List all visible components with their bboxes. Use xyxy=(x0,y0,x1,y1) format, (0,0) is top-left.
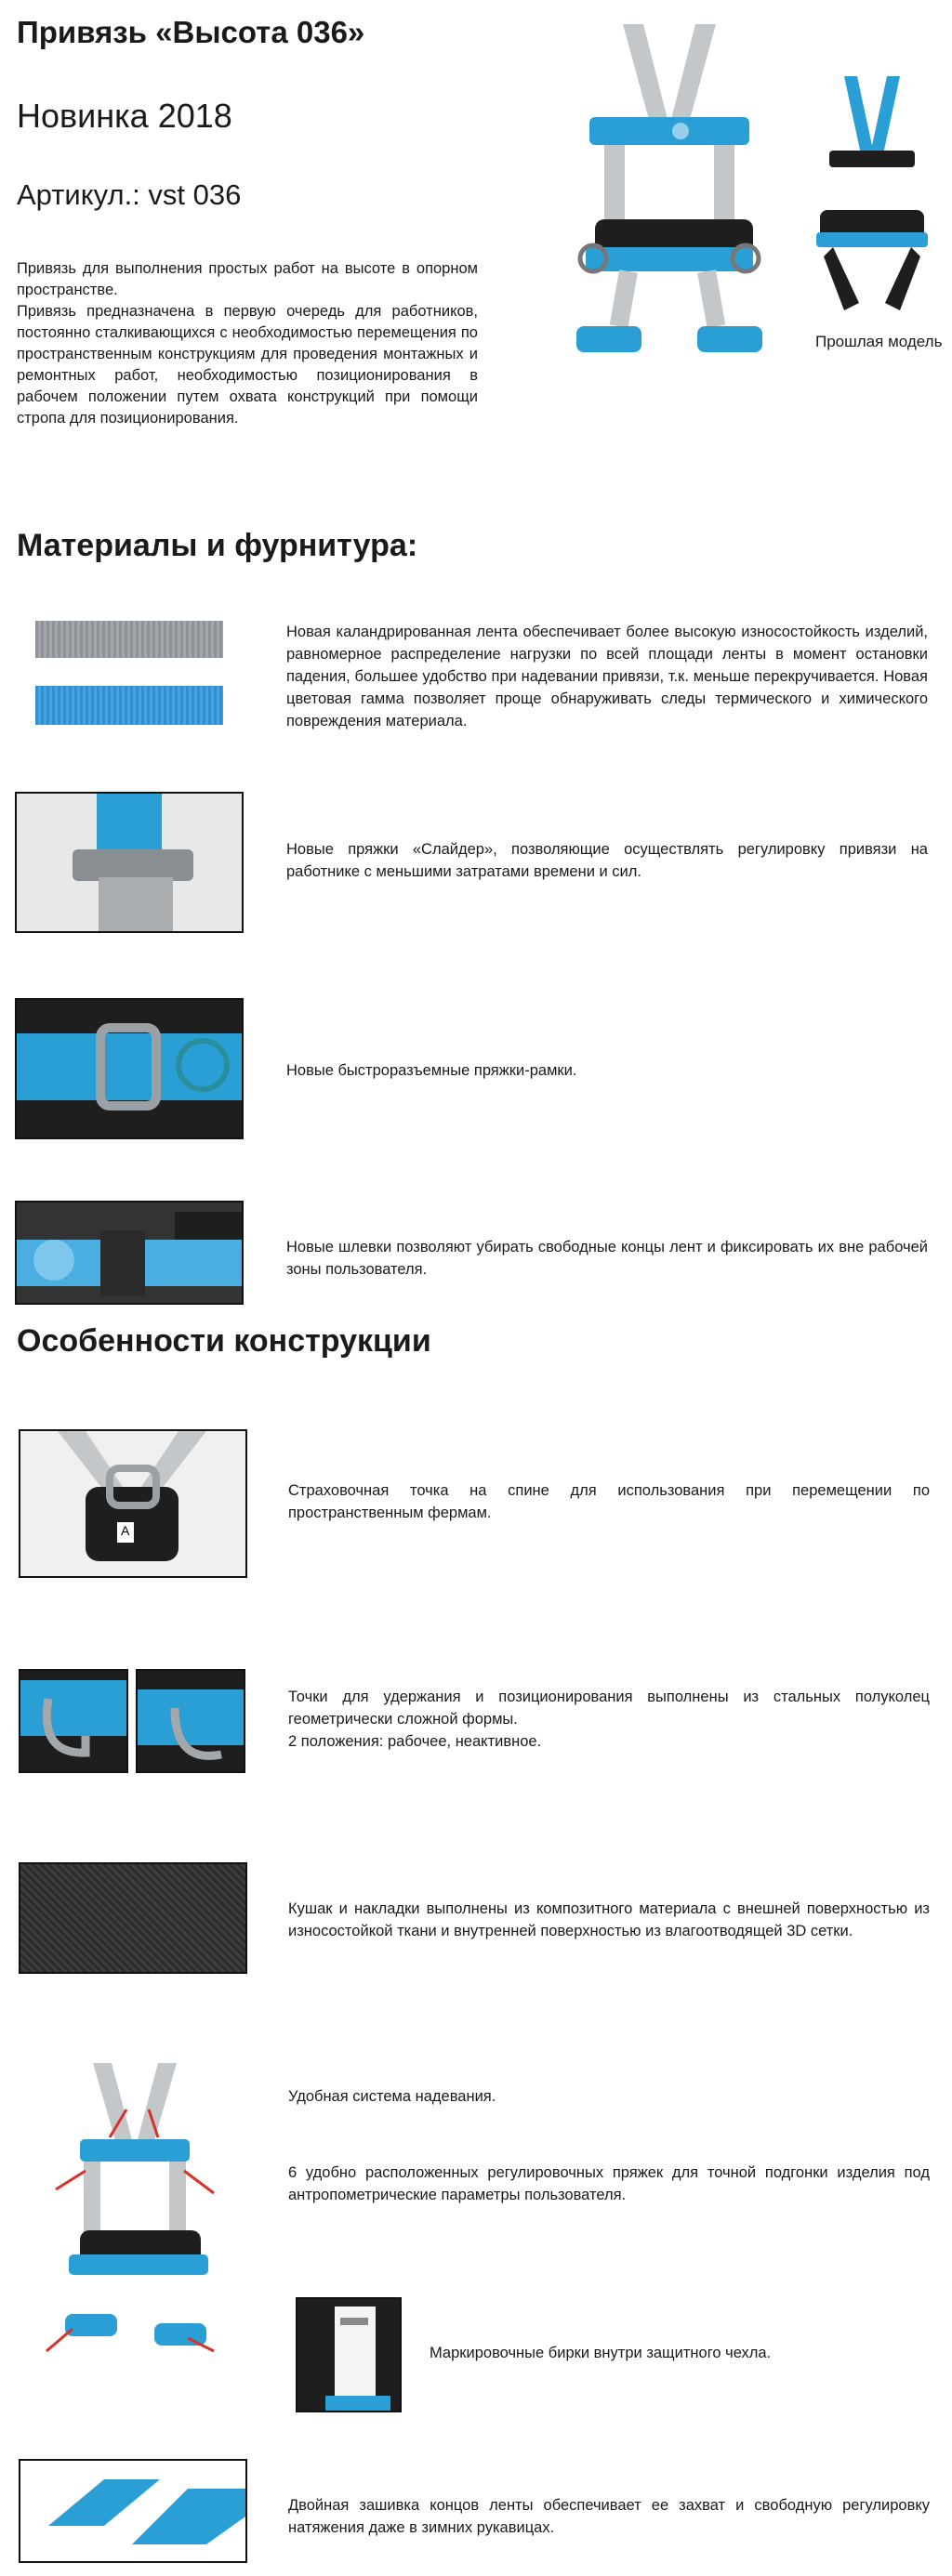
construction-text: Кушак и накладки выполнены из композитного материала с внешней поверхностью из износостойкой ткани и внутренней поверхностью из влагоотводящей 3D сетки. xyxy=(288,1900,930,1939)
harness-adjustment-image xyxy=(37,2054,223,2370)
construction-text: Маркировочные бирки внутри защитного чехла. xyxy=(430,2345,772,2361)
material-text: Новая каландрированная лента обеспечивает более высокую износостойкость изделий, равномерное распределение нагрузки по всей площади ленты в момент остановки падения, большее удобство при надевании привязи, т.к. меньше перекручивается. Новая цветовая гамма позволяет проще обнаруживать следы термического и химического повреждения материала. xyxy=(286,624,928,729)
d-ring-working-image xyxy=(19,1669,128,1773)
article-number: Артикул.: vst 036 xyxy=(17,178,242,211)
label-tags-image xyxy=(296,2297,402,2412)
d-ring-inactive-image xyxy=(136,1669,245,1773)
construction-text: 2 положения: рабочее, неактивное. xyxy=(288,1733,542,1750)
mesh-material-image xyxy=(19,1862,247,1974)
materials-heading: Материалы и фурнитура: xyxy=(17,528,418,563)
page-title: Привязь «Высота 036» xyxy=(17,15,365,49)
construction-text: Страховочная точка на спине для использования при перемещении по пространственным фермам. xyxy=(288,1482,930,1521)
previous-model-caption: Прошлая модель xyxy=(815,333,943,350)
quick-release-buckle-image xyxy=(15,998,244,1139)
intro-text xyxy=(17,258,478,429)
gray-strap-sample xyxy=(35,621,223,658)
intro-paragraph: Привязь предназначена в первую очередь для работников, постоянно сталкивающихся с необходимостью перемещения по пространственным конструкциям для проведения монтажных и ремонтных работ, необходимостью позиционирования в рабочем положении путем охвата конструкций при помощи стропа для позиционирования. xyxy=(17,303,478,427)
construction-text: Двойная зашивка концов ленты обеспечивает ее захват и свободную регулировку натяжения даже в зимних рукавицах. xyxy=(288,2497,930,2536)
construction-text: 6 удобно расположенных регулировочных пряжек для точной подгонки изделия под антропометрические параметры пользователя. xyxy=(288,2164,930,2203)
slider-buckle-image xyxy=(15,792,244,933)
keeper-loops-image xyxy=(15,1201,244,1305)
construction-text: Удобная система надевания. xyxy=(288,2088,496,2105)
harness-main-image xyxy=(558,15,781,387)
material-text: Новые шлевки позволяют убирать свободные концы лент и фиксировать их вне рабочей зоны пользователя. xyxy=(286,1239,928,1278)
anchor-badge-letter: A xyxy=(121,1523,130,1538)
construction-text: Точки для удержания и позиционирования выполнены из стальных полуколец геометрически сложной формы. xyxy=(288,1689,930,1728)
double-stitching-image xyxy=(19,2459,247,2563)
page-subtitle: Новинка 2018 xyxy=(17,97,232,135)
previous-model-image xyxy=(807,71,937,331)
back-anchor-image xyxy=(19,1429,247,1578)
intro-paragraph: Привязь для выполнения простых работ на высоте в опорном пространстве. xyxy=(17,260,478,298)
blue-strap-sample xyxy=(35,686,223,725)
material-text: Новые пряжки «Слайдер», позволяющие осуществлять регулировку привязи на работнике с меньшими затратами времени и сил. xyxy=(286,841,928,880)
construction-heading: Особенности конструкции xyxy=(17,1323,431,1359)
material-text: Новые быстроразъемные пряжки-рамки. xyxy=(286,1062,577,1079)
